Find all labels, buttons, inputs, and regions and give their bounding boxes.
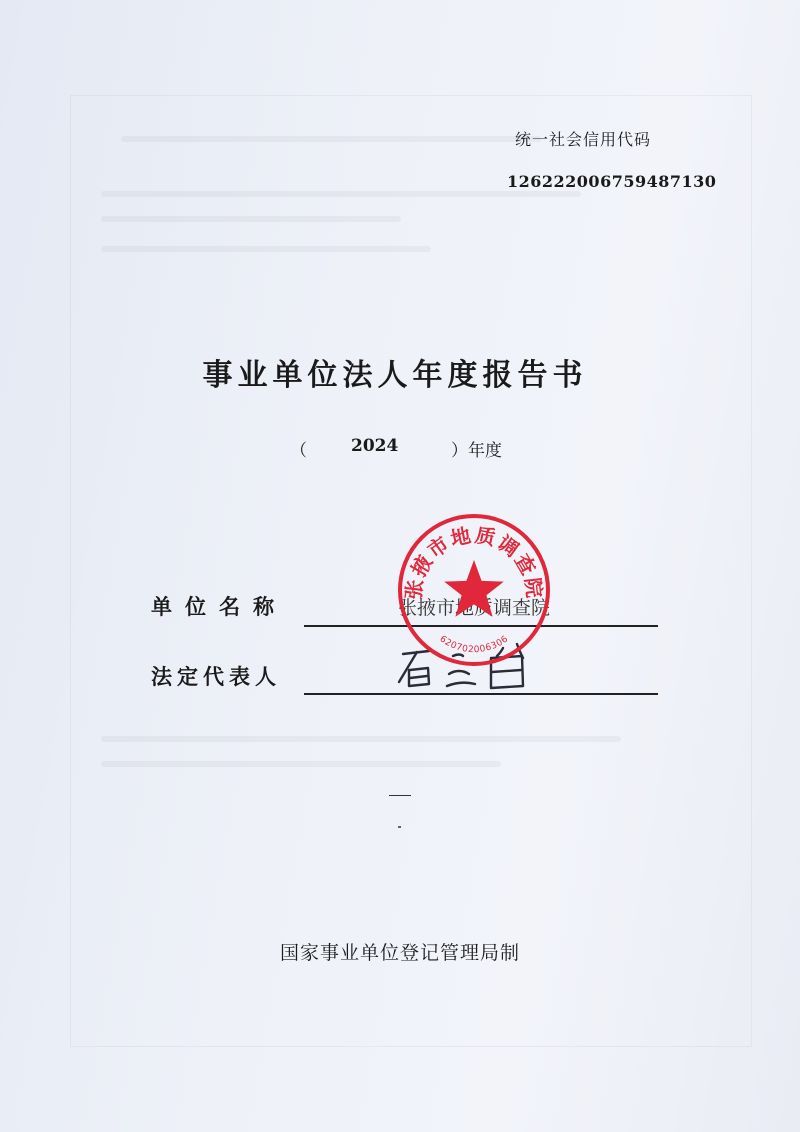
unit-name-label: 单位名称 bbox=[151, 595, 287, 619]
report-year: 2024 bbox=[351, 436, 399, 456]
official-red-seal bbox=[396, 512, 552, 668]
seal-number: 620702006306 bbox=[437, 634, 511, 656]
credit-code-label: 统一社会信用代码 bbox=[515, 130, 652, 149]
year-suffix: ）年度 bbox=[451, 441, 502, 461]
center-dot bbox=[398, 826, 401, 828]
seal-ring-text: 张掖市地质调查院 bbox=[401, 522, 547, 601]
seal-star-icon bbox=[444, 560, 504, 617]
svg-text:620702006306 bbox=[438, 634, 511, 655]
issuer-footer: 国家事业单位登记管理局制 bbox=[279, 942, 520, 964]
unit-name-value: 张掖市地质调查院 bbox=[398, 597, 551, 619]
center-dash bbox=[389, 795, 411, 796]
credit-code-value: 126222006759487130 bbox=[507, 172, 717, 191]
document-title: 事业单位法人年度报告书 bbox=[202, 358, 588, 393]
legal-representative-label: 法定代表人 bbox=[151, 665, 281, 689]
year-paren-open: （ bbox=[290, 441, 307, 461]
